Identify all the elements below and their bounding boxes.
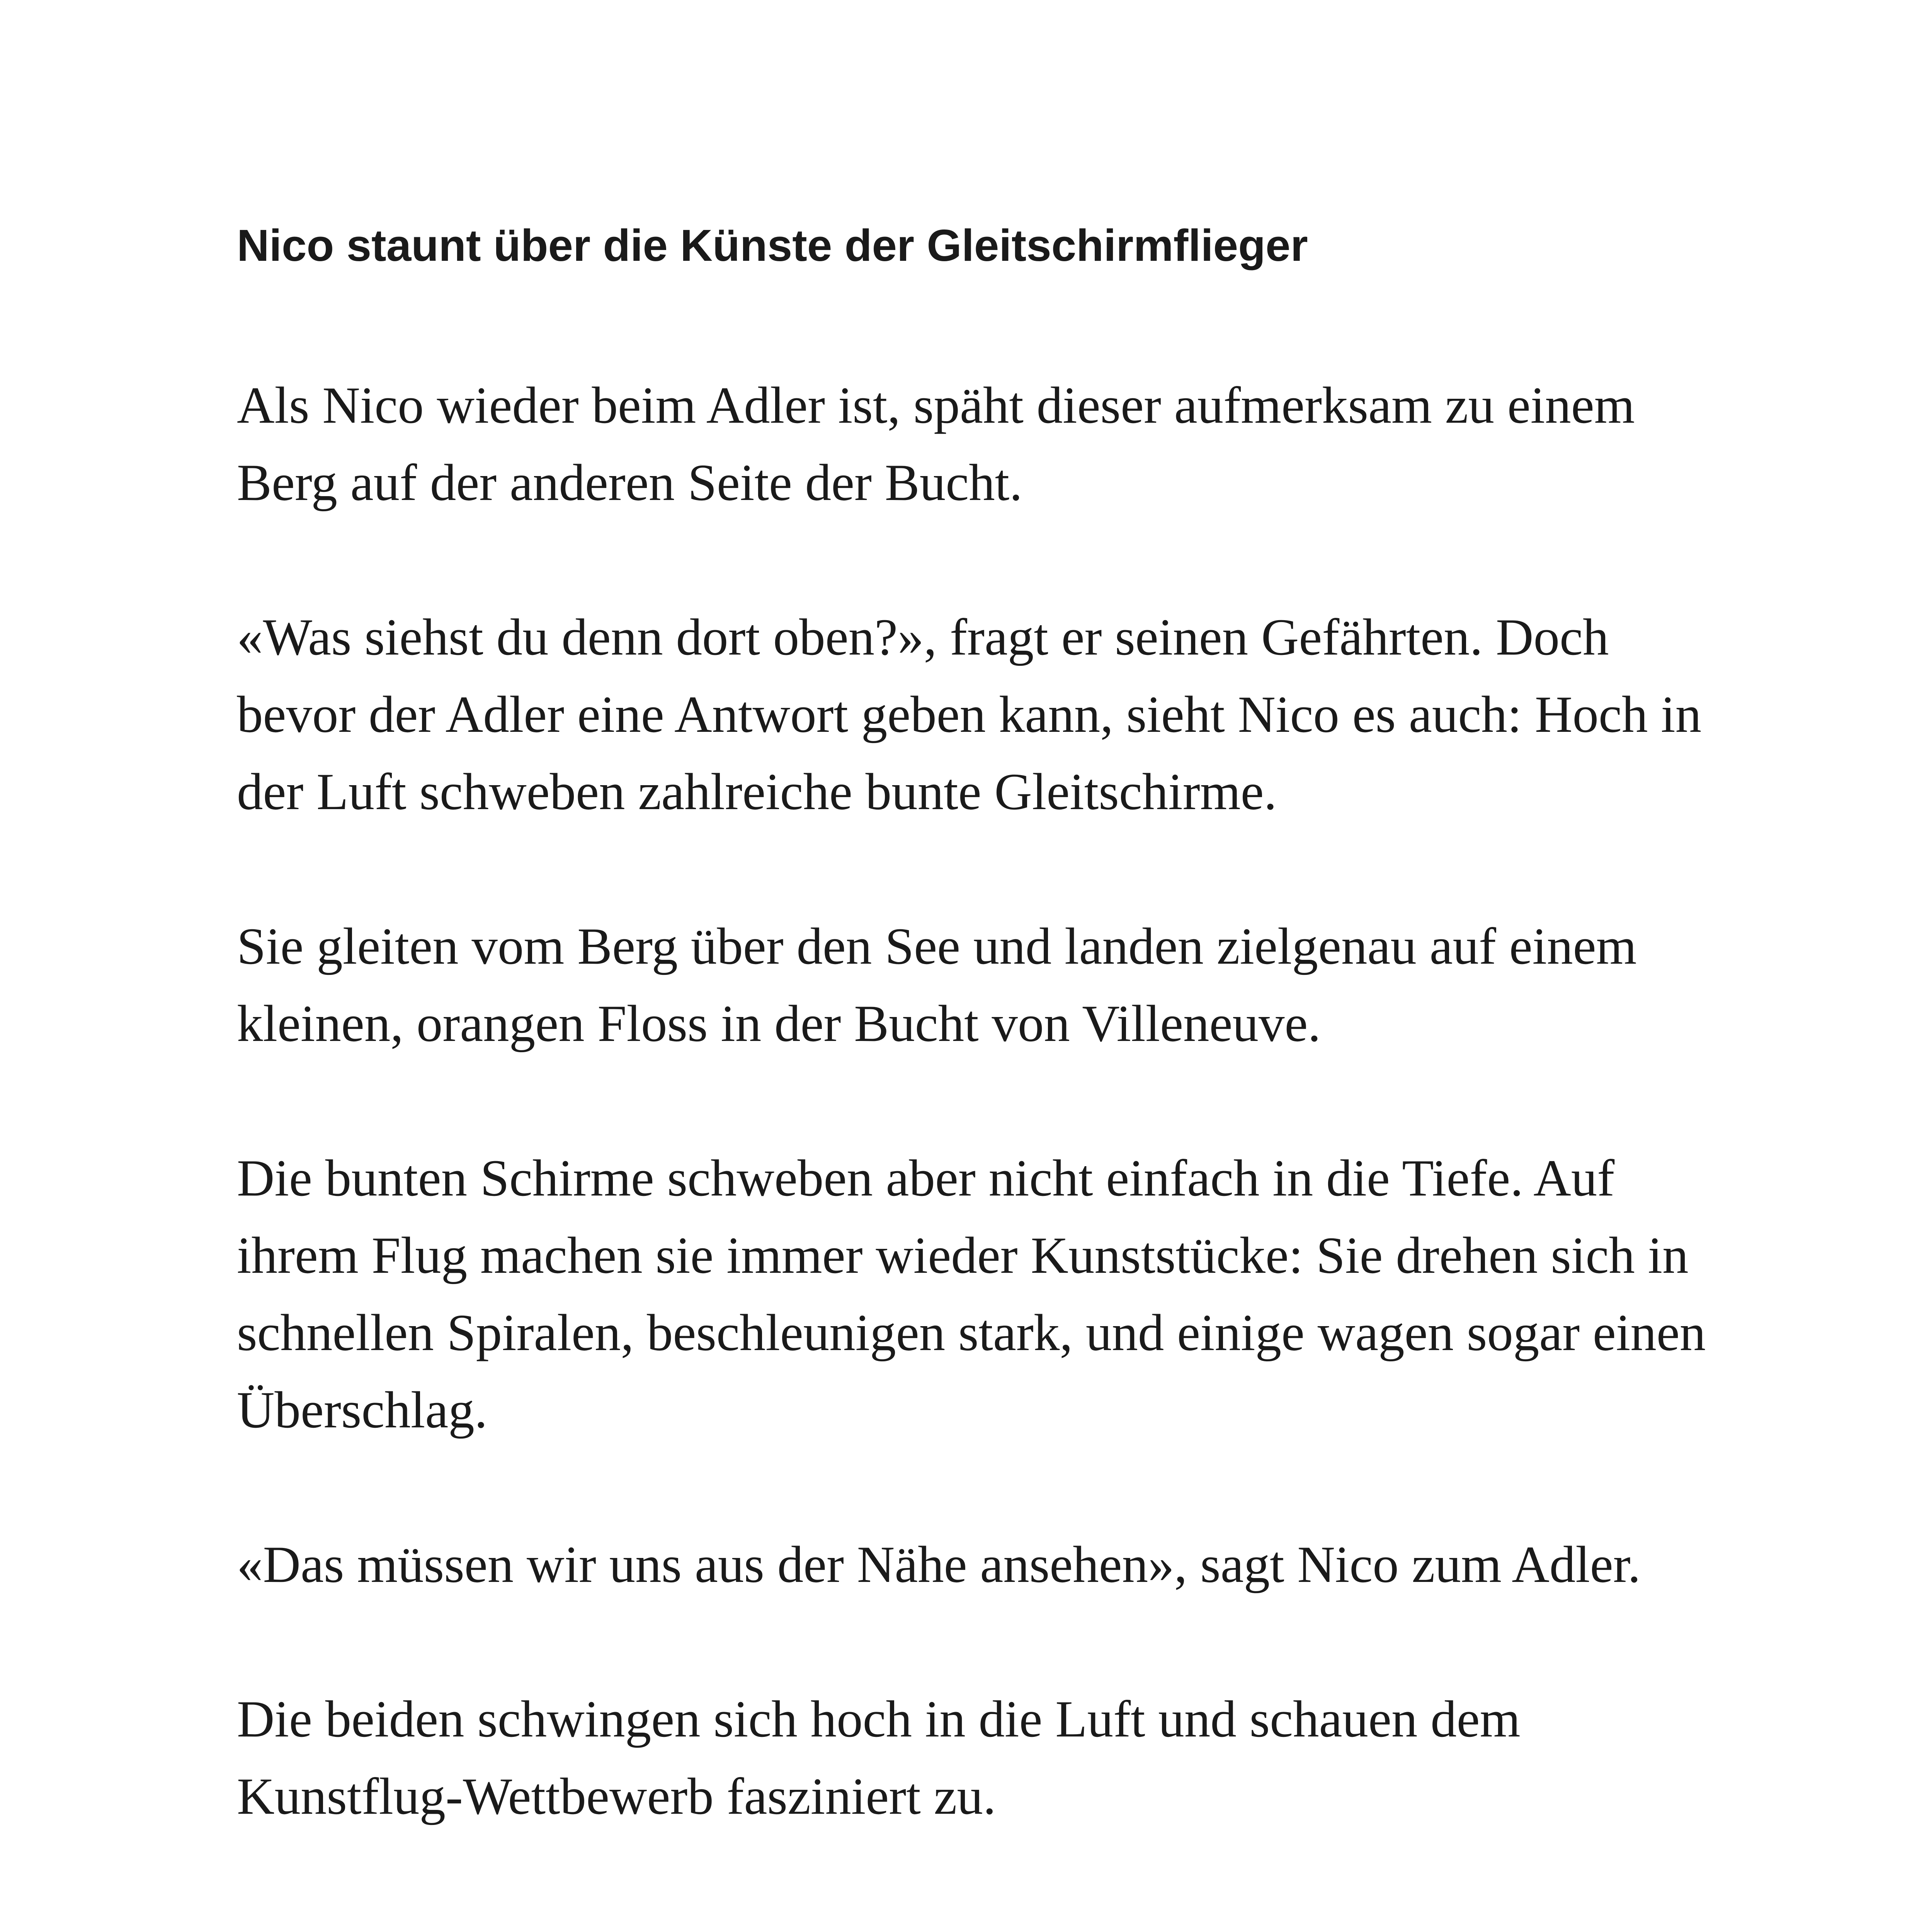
page-title: Nico staunt über die Künste der Gleitschirmflieger: [237, 220, 1308, 270]
paragraph-4: Die bunten Schirme schweben aber nicht einfach in die Tiefe. Auf ihrem Flug machen sie immer wieder Kunststücke: Sie drehen sich in schnellen Spiralen, beschleunigen stark, und einige wagen sogar einen Überschlag.: [237, 1150, 1706, 1439]
paragraph-2: «Was siehst du denn dort oben?», fragt er seinen Gefährten. Doch bevor der Adler eine Antwort geben kann, sieht Nico es auch: Hoch in der Luft schweben zahlreiche bunte Gleitschirme.: [237, 609, 1702, 821]
paragraph-1: Als Nico wieder beim Adler ist, späht dieser aufmerksam zu einem Berg auf der anderen Seite der Bucht.: [237, 377, 1635, 512]
paragraph-5: «Das müssen wir uns aus der Nähe ansehen», sagt Nico zum Adler.: [237, 1536, 1641, 1594]
paragraph-6: Die beiden schwingen sich hoch in die Luft und schauen dem Kunstflug-Wettbewerb fasziniert zu.: [237, 1690, 1521, 1825]
story-text: [237, 367, 1725, 1913]
paragraph-3: Sie gleiten vom Berg über den See und landen zielgenau auf einem kleinen, orangen Floss in der Bucht von Villeneuve.: [237, 918, 1637, 1053]
